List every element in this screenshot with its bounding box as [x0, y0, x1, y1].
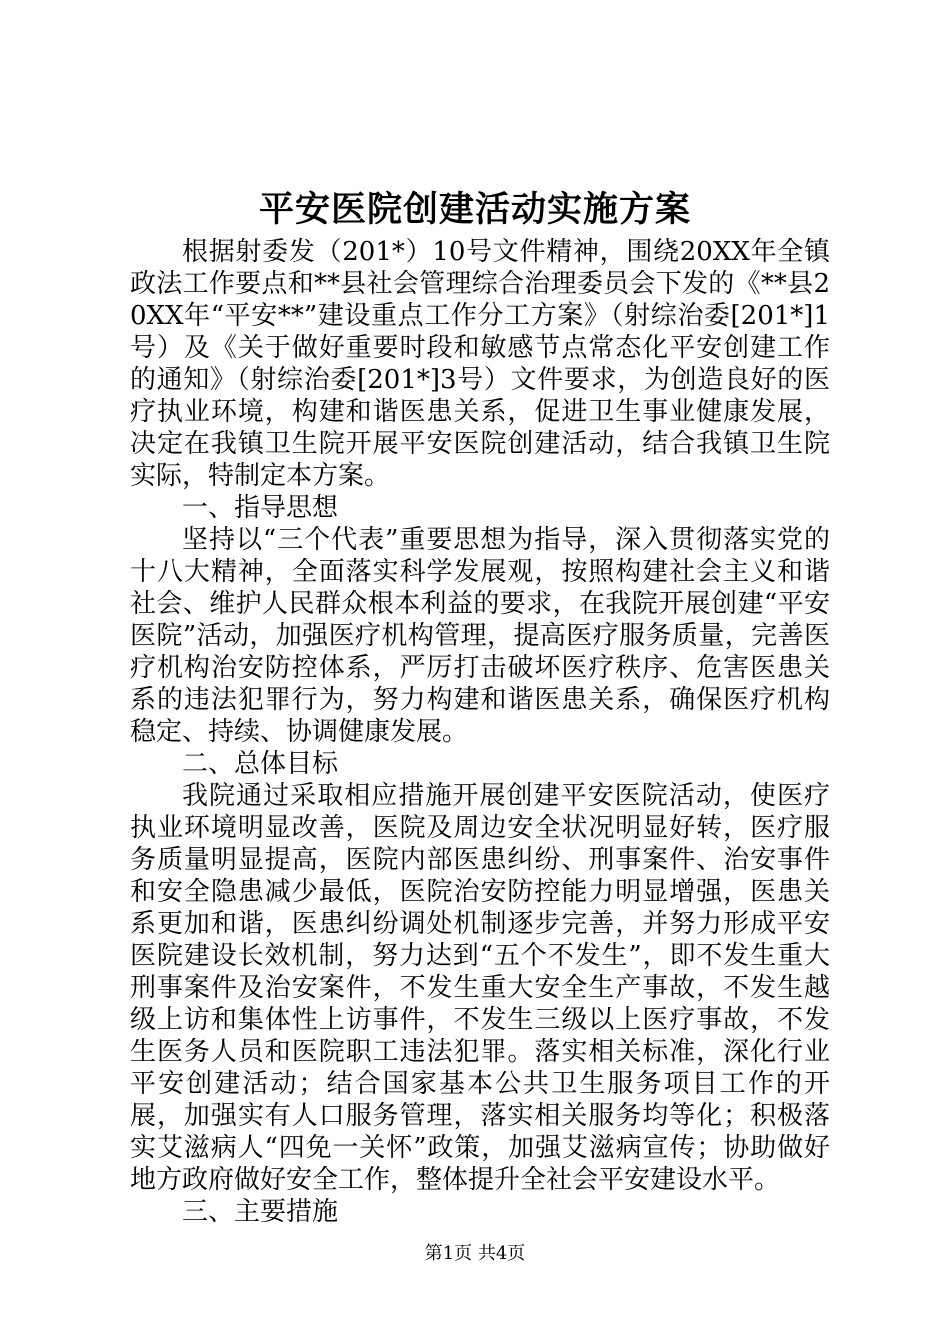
- section-heading-overall-goal: 二、总体目标: [182, 749, 339, 779]
- document-body: [130, 236, 830, 1228]
- section-heading-main-measures: 三、主要措施: [182, 1197, 339, 1227]
- overall-goal-paragraph: 我院通过采取相应措施开展创建平安医院活动，使医疗执业环境明显改善，医院及周边安全状况明显好转，医疗服务质量明显提高，医院内部医患纠纷、刑事案件、治安事件和安全隐患减少最低，医院治安防控能力明显增强，医患关系更加和谐，医患纠纷调处机制逐步完善，并努力形成平安医院建设长效机制，努力达到“五个不发生”，即不发生重大刑事案件及治安案件，不发生重大安全生产事故，不发生越级上访和集体性上访事件，不发生三级以上医疗事故，不发生医务人员和医院职工违法犯罪。落实相关标准，深化行业平安创建活动；结合国家基本公共卫生服务项目工作的开展，加强实有人口服务管理，落实相关服务均等化；积极落实艾滋病人“四免一关怀”政策，加强艾滋病宣传；协助做好地方政府做好安全工作，整体提升全社会平安建设水平。: [130, 781, 830, 1195]
- intro-paragraph: 根据射委发（201*）10号文件精神，围绕20XX年全镇政法工作要点和**县社会管理综合治理委员会下发的《**县20XX年“平安**”建设重点工作分工方案》（射综治委[201*]1号）及《关于做好重要时段和敏感节点常态化平安创建工作的通知》（射综治委[201*]3号）文件要求，为创造良好的医疗执业环境，构建和谐医患关系，促进卫生事业健康发展，决定在我镇卫生院开展平安医院创建活动，结合我镇卫生院实际，特制定本方案。: [130, 237, 830, 491]
- page-number-footer: 第1页 共4页: [424, 1243, 526, 1264]
- section-heading-guiding-ideology: 一、指导思想: [182, 493, 339, 523]
- guiding-ideology-paragraph: 坚持以“三个代表”重要思想为指导，深入贯彻落实党的十八大精神，全面落实科学发展观，按照构建社会主义和谐社会、维护人民群众根本利益的要求，在我院开展创建“平安医院”活动，加强医疗机构管理，提高医疗服务质量，完善医疗机构治安防控体系，严厉打击破坏医疗秩序、危害医患关系的违法犯罪行为，努力构建和谐医患关系，确保医疗机构稳定、持续、协调健康发展。: [130, 525, 830, 747]
- document-title: 平安医院创建活动实施方案: [258, 189, 691, 230]
